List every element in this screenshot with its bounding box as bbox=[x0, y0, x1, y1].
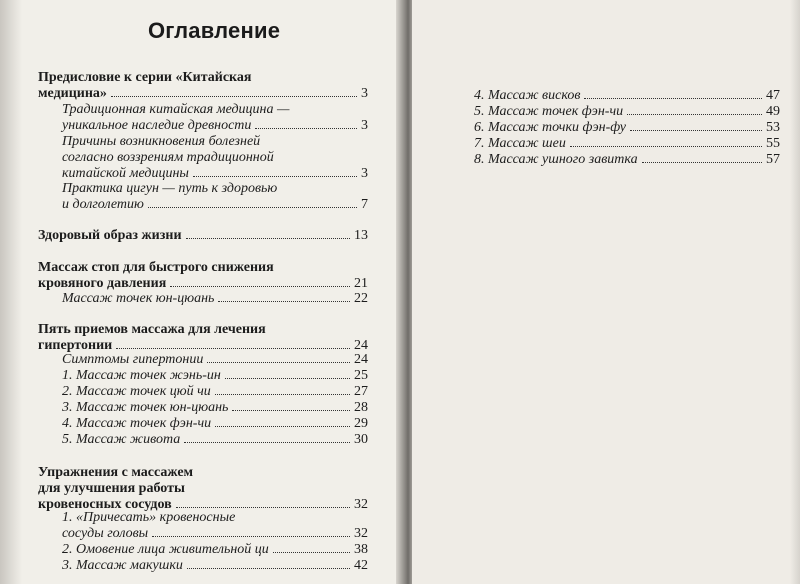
leader-dots bbox=[642, 162, 762, 163]
leader-dots bbox=[232, 410, 350, 411]
toc-entry-row bbox=[62, 352, 368, 368]
leader-dots bbox=[255, 128, 357, 129]
toc-entry-line: Традиционная китайская медицина — bbox=[62, 102, 290, 117]
leader-dots bbox=[207, 362, 350, 363]
toc-entry-row bbox=[474, 88, 780, 104]
toc-entry-line: Причины возникновения болезней bbox=[62, 134, 261, 149]
page-number: 3 bbox=[361, 118, 368, 133]
toc-entry-row bbox=[62, 416, 368, 432]
toc-entry-line: Здоровый образ жизни bbox=[38, 228, 182, 243]
toc-entry-line: 5. Массаж живота bbox=[62, 432, 181, 447]
leader-dots bbox=[184, 442, 350, 443]
toc-entry-line: гипертонии bbox=[38, 338, 113, 353]
toc-subentry bbox=[62, 134, 368, 182]
toc-subentry bbox=[62, 384, 368, 400]
toc-entry-line: и долголетию bbox=[62, 197, 144, 212]
page-shadow bbox=[0, 0, 22, 584]
toc-entry-row bbox=[62, 291, 368, 307]
toc-entry bbox=[38, 322, 368, 354]
leader-dots bbox=[630, 130, 762, 131]
toc-subentry bbox=[62, 416, 368, 432]
toc-entry-line: согласно воззрениям традиционной bbox=[62, 150, 274, 165]
toc-subentry bbox=[62, 102, 368, 134]
page-number: 25 bbox=[354, 368, 368, 383]
page-number: 13 bbox=[354, 228, 368, 243]
toc-entry-row bbox=[38, 228, 368, 244]
toc-subentry bbox=[62, 181, 368, 213]
leader-dots bbox=[186, 238, 350, 239]
toc-entry-line: Упражнения с массажем bbox=[38, 465, 194, 480]
toc-entry-row bbox=[474, 104, 780, 120]
page-number: 32 bbox=[354, 526, 368, 541]
toc-entry-line: Симптомы гипертонии bbox=[62, 352, 204, 367]
right-page bbox=[412, 0, 800, 584]
toc-entry bbox=[38, 260, 368, 292]
page-title: Оглавление bbox=[148, 18, 281, 43]
leader-dots bbox=[148, 207, 357, 208]
toc-entry-row bbox=[474, 136, 780, 152]
leader-dots bbox=[152, 536, 350, 537]
toc-subentry bbox=[62, 291, 368, 307]
toc-entry-line: 3. Массаж точек юн-цюань bbox=[62, 400, 229, 415]
toc-entry-line: 6. Массаж точки фэн-фу bbox=[474, 120, 626, 135]
page-number: 47 bbox=[766, 88, 780, 103]
toc-entry-row bbox=[62, 118, 368, 134]
toc-entry-preface bbox=[38, 70, 368, 102]
toc-entry-line: 3. Массаж макушки bbox=[62, 558, 183, 573]
leader-dots bbox=[584, 98, 762, 99]
page-number: 22 bbox=[354, 291, 368, 306]
toc-entry-line: 5. Массаж точек фэн-чи bbox=[474, 104, 624, 119]
toc-subentry bbox=[62, 558, 368, 574]
toc-entry-row bbox=[62, 384, 368, 400]
page-number: 3 bbox=[361, 166, 368, 181]
toc-entry-line: Массаж точек юн-цюань bbox=[62, 291, 215, 306]
leader-dots bbox=[218, 301, 350, 302]
page-number: 3 bbox=[361, 86, 368, 101]
page-number: 32 bbox=[354, 497, 368, 512]
leader-dots bbox=[215, 426, 350, 427]
toc-entry-line: сосуды головы bbox=[62, 526, 149, 541]
toc-entry-line: 2. Омовение лица живительной ци bbox=[62, 542, 269, 557]
toc-entry-line: кровяного давления bbox=[38, 276, 167, 291]
page-number: 27 bbox=[354, 384, 368, 399]
toc-entry-row bbox=[38, 86, 368, 102]
toc-entry-row bbox=[62, 542, 368, 558]
page-number: 38 bbox=[354, 542, 368, 557]
page-number: 42 bbox=[354, 558, 368, 573]
page-number: 30 bbox=[354, 432, 368, 447]
page-number: 21 bbox=[354, 276, 368, 291]
toc-entry-line: 4. Массаж точек фэн-чи bbox=[62, 416, 212, 431]
page-number: 7 bbox=[361, 197, 368, 212]
page-number: 49 bbox=[766, 104, 780, 119]
toc-subentry bbox=[474, 120, 780, 136]
leader-dots bbox=[116, 348, 350, 349]
toc-entry-line: для улучшения работы bbox=[38, 481, 185, 496]
toc-subentry bbox=[474, 136, 780, 152]
toc-subentry bbox=[474, 104, 780, 120]
leader-dots bbox=[273, 552, 350, 553]
toc-entry-row bbox=[38, 276, 368, 292]
toc-entry-row bbox=[474, 152, 780, 168]
toc-entry-row bbox=[62, 368, 368, 384]
toc-subentry bbox=[62, 368, 368, 384]
page-number: 29 bbox=[354, 416, 368, 431]
toc-subentry bbox=[474, 88, 780, 104]
page-number: 53 bbox=[766, 120, 780, 135]
toc-subentry bbox=[62, 432, 368, 448]
toc-entry bbox=[38, 465, 368, 513]
toc-entry-line: 1. Массаж точек жэнь-ин bbox=[62, 368, 221, 383]
toc-entry-row bbox=[62, 197, 368, 213]
toc-entry bbox=[38, 228, 368, 244]
toc-entry-line: кровеносных сосудов bbox=[38, 497, 172, 512]
toc-entry-line: медицина» bbox=[38, 86, 107, 101]
toc-entry-line: китайской медицины bbox=[62, 166, 189, 181]
toc-entry-line: 4. Массаж висков bbox=[474, 88, 581, 103]
page-number: 24 bbox=[354, 338, 368, 353]
toc-entry-row bbox=[62, 166, 368, 182]
leader-dots bbox=[570, 146, 762, 147]
toc-subentry bbox=[62, 352, 368, 368]
leader-dots bbox=[187, 568, 350, 569]
leader-dots bbox=[176, 507, 350, 508]
toc-entry-line: уникальное наследие древности bbox=[62, 118, 252, 133]
page-number: 55 bbox=[766, 136, 780, 151]
toc-subentry bbox=[62, 400, 368, 416]
toc-entry-line: Предисловие к серии «Китайская bbox=[38, 70, 252, 85]
toc-entry-row bbox=[62, 432, 368, 448]
toc-entry-line: 2. Массаж точек цюй чи bbox=[62, 384, 211, 399]
toc-entry-row bbox=[62, 526, 368, 542]
toc-entry-line: Практика цигун — путь к здоровью bbox=[62, 181, 278, 196]
toc-subentry bbox=[62, 510, 368, 542]
toc-entry-line: 1. «Причесать» кровеносные bbox=[62, 510, 236, 525]
toc-entry-row bbox=[62, 400, 368, 416]
leader-dots bbox=[627, 114, 762, 115]
leader-dots bbox=[193, 176, 357, 177]
page-number: 24 bbox=[354, 352, 368, 367]
toc-subentry bbox=[474, 152, 780, 168]
toc-entry-line: 8. Массаж ушного завитка bbox=[474, 152, 638, 167]
leader-dots bbox=[215, 394, 350, 395]
page-number: 28 bbox=[354, 400, 368, 415]
page-shadow bbox=[790, 0, 800, 584]
leader-dots bbox=[225, 378, 350, 379]
leader-dots bbox=[170, 286, 350, 287]
page-number: 57 bbox=[766, 152, 780, 167]
toc-entry-row bbox=[62, 558, 368, 574]
toc-entry-row bbox=[474, 120, 780, 136]
toc-entry-line: Пять приемов массажа для лечения bbox=[38, 322, 266, 337]
toc-entry-line: 7. Массаж шеи bbox=[474, 136, 566, 151]
leader-dots bbox=[111, 96, 357, 97]
toc-subentry bbox=[62, 542, 368, 558]
toc-entry-line: Массаж стоп для быстрого снижения bbox=[38, 260, 274, 275]
